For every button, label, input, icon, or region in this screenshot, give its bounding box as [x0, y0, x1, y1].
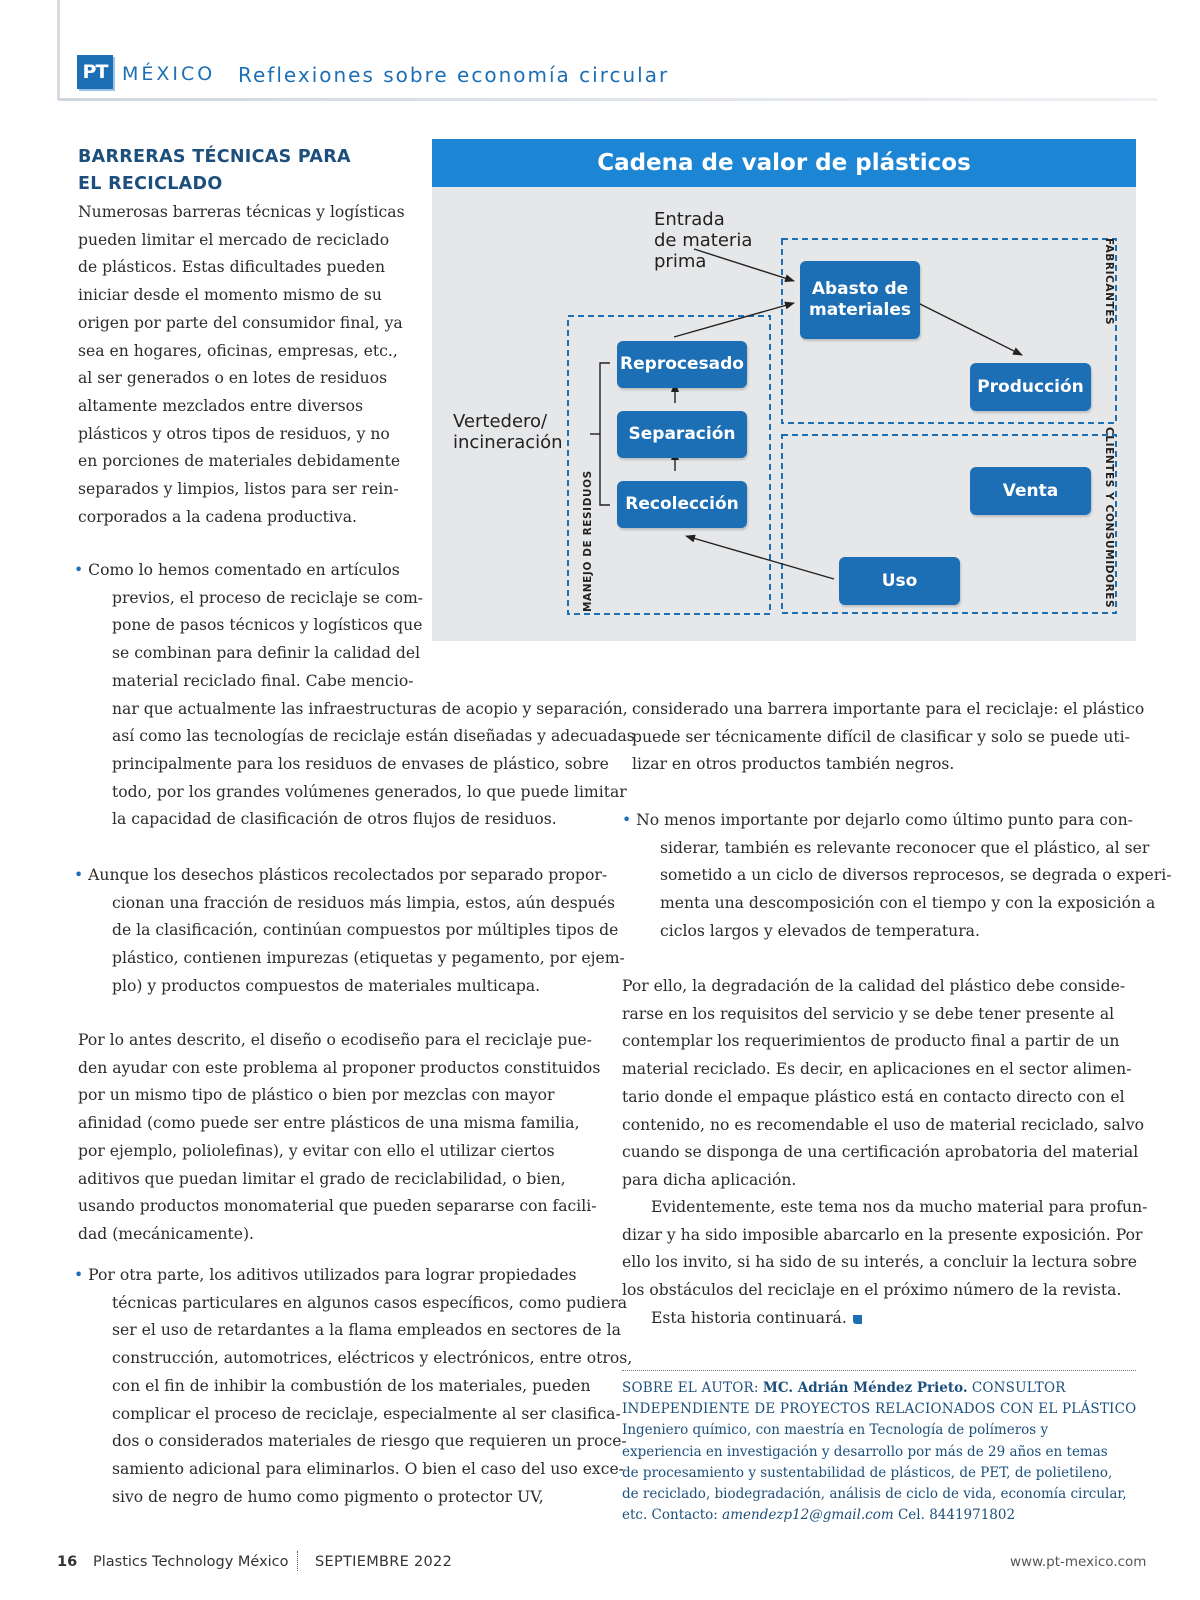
header-rule-vertical	[57, 0, 60, 100]
text-line: complicar el proceso de reciclaje, especialmente al ser clasifica-	[112, 1404, 621, 1423]
bullet-text: No menos importante por dejarlo como último punto para con-	[636, 811, 1133, 829]
entrada-line: Entrada	[654, 209, 725, 230]
author-bio-line: Ingeniero químico, con maestría en Tecnología de polímeros y	[622, 1422, 1049, 1439]
text-line: material reciclado. Es decir, en aplicaciones en el sector alimen-	[622, 1060, 1132, 1079]
footer-website[interactable]: www.pt-mexico.com	[1010, 1554, 1147, 1570]
closing-text: Esta historia continuará.	[651, 1309, 847, 1327]
author-contact-label: etc. Contacto:	[622, 1507, 718, 1524]
text-line: al ser generados o en lotes de residuos	[78, 369, 388, 388]
bullet-dot-icon: •	[74, 1266, 89, 1284]
author-email-link[interactable]: amendezp12@gmail.com	[722, 1507, 894, 1524]
text-line: construcción, automotrices, eléctricos y electrónicos, entre otros,	[112, 1349, 633, 1368]
text-line: técnicas particulares en algunos casos específicos, como pudiera	[112, 1293, 628, 1312]
diagram-title: Cadena de valor de plásticos	[432, 139, 1136, 187]
author-bio-line: de procesamiento y sustentabilidad de plásticos, de PET, de polietileno,	[622, 1464, 1113, 1481]
text-line: la capacidad de clasificación de otros flujos de residuos.	[112, 810, 557, 829]
text-line: sometido a un ciclo de diversos reprocesos, se degrada o experi-	[660, 866, 1172, 885]
text-line	[74, 1262, 632, 1290]
group-label-fabricantes: FABRICANTES	[1103, 238, 1115, 326]
text-line: plástico, contienen impurezas (etiquetas y pegamento, por ejem-	[112, 949, 625, 968]
text-line: nar que actualmente las infraestructuras de acopio y separación,	[112, 699, 628, 718]
node-separacion: Separación	[617, 411, 747, 458]
end-mark-icon	[853, 1315, 862, 1324]
text-line: dizar y ha sido imposible abarcarlo en la presente exposición. Por	[622, 1225, 1143, 1244]
vertedero-bracket	[600, 363, 610, 505]
text-line: usando productos monomaterial que pueden separarse con facili-	[78, 1197, 597, 1216]
entrada-line: prima	[654, 251, 707, 272]
closing-line	[651, 1305, 862, 1333]
entrada-line: de materia	[654, 230, 753, 251]
text-line: ser el uso de retardantes a la flama empleados en sectores de la	[112, 1321, 621, 1340]
text-line: plo) y productos compuestos de materiales multicapa.	[112, 976, 541, 995]
node-venta: Venta	[970, 467, 1091, 515]
text-line: considerado una barrera importante para el reciclaje: el plástico	[632, 700, 1145, 718]
text-line: plásticos y otros tipos de residuos, y no	[78, 424, 390, 443]
author-bio-line: de reciclado, biodegradación, análisis de ciclo de vida, economía circular,	[622, 1486, 1127, 1503]
text-line: Numerosas barreras técnicas y logísticas	[78, 203, 405, 221]
group-label-manejo: MANEJO DE RESIDUOS	[582, 470, 594, 612]
value-chain-diagram	[432, 139, 1136, 641]
text-line: contemplar los requerimientos de producto final a partir de un	[622, 1032, 1120, 1051]
bullet-additives	[74, 1262, 632, 1511]
author-bio-line: experiencia en investigación y desarrollo por más de 29 años en temas	[622, 1443, 1108, 1460]
section-heading	[78, 144, 408, 198]
text-line: por ejemplo, poliolefinas), y evitar con ello el utilizar ciertos	[78, 1141, 555, 1160]
entrada-label	[654, 209, 752, 272]
header-rule	[57, 98, 1157, 101]
text-line: corporados a la cadena productiva.	[78, 507, 357, 526]
text-line: Evidentemente, este tema nos da mucho material para profun-	[651, 1198, 1148, 1216]
text-line: Por ello, la degradación de la calidad del plástico debe conside-	[622, 977, 1126, 995]
bullet-degradation	[622, 807, 1171, 946]
node-abasto-line: materiales	[809, 300, 911, 320]
node-abasto	[800, 261, 920, 339]
bullet-dot-icon: •	[74, 561, 89, 579]
author-name: MC. Adrián Méndez Prieto.	[762, 1380, 968, 1396]
author-contact-line	[622, 1505, 1142, 1526]
text-line: cuando se disponga de una certificación aprobatoria del material	[622, 1143, 1139, 1162]
text-line: lizar en otros productos también negros.	[632, 755, 955, 774]
text-line: sivo de negro de humo como pigmento o protector UV,	[112, 1487, 544, 1506]
bullet-additives-continued	[632, 696, 1144, 779]
text-line	[622, 807, 1171, 835]
text-line: así como las tecnologías de reciclaje están diseñadas y adecuadas	[112, 727, 635, 746]
text-line: afinidad (como puede ser entre plásticos de una misma familia,	[78, 1114, 580, 1133]
author-role-line2: INDEPENDIENTE DE PROYECTOS RELACIONADOS CON EL PLÁSTICO	[622, 1401, 1137, 1418]
text-line: altamente mezclados entre diversos	[78, 396, 363, 415]
text-line: menta una descomposición con el tiempo y con la exposición a	[660, 894, 1156, 913]
text-line: todo, por los grandes volúmenes generados, lo que puede limitar	[112, 782, 627, 801]
text-line: contenido, no es recomendable el uso de material reciclado, salvo	[622, 1115, 1145, 1134]
text-line: dad (mecánicamente).	[78, 1224, 255, 1243]
text-line: cionan una fracción de residuos más limpia, estos, aún después	[112, 893, 615, 912]
text-line: Por lo antes descrito, el diseño o ecodiseño para el reciclaje pue-	[78, 1031, 592, 1049]
bullet-text: Por otra parte, los aditivos utilizados para lograr propiedades	[88, 1266, 577, 1284]
node-abasto-line: Abasto de	[811, 279, 909, 299]
heading-line: EL RECICLADO	[78, 174, 223, 194]
ecodesign-paragraph	[78, 1027, 600, 1249]
heading-line: BARRERAS TÉCNICAS PARA	[78, 147, 351, 167]
author-role: CONSULTOR	[971, 1380, 1066, 1396]
footer-publication: Plastics Technology México	[93, 1554, 289, 1570]
footer-separator	[297, 1551, 298, 1571]
text-line: de plásticos. Estas dificultades pueden	[78, 258, 386, 277]
text-line: den ayudar con este problema al proponer productos constituidos	[78, 1058, 601, 1077]
text-line: rarse en los requisitos del servicio y se debe tener presente al	[622, 1004, 1115, 1023]
text-line: ciclos largos y elevados de temperatura.	[660, 921, 980, 940]
author-divider	[622, 1370, 1136, 1371]
node-recoleccion: Recolección	[617, 481, 747, 528]
pt-logo: PT	[77, 55, 113, 89]
author-line	[622, 1378, 1142, 1399]
text-line: material reciclado final. Cabe mencio-	[112, 671, 414, 690]
group-label-clientes: CLIENTES Y CONSUMIDORES	[1103, 427, 1115, 609]
text-line: separados y limpios, listos para ser rein-	[78, 480, 399, 499]
text-line: aditivos que puedan limitar el grado de reciclabilidad, o bien,	[78, 1169, 566, 1188]
author-phone: Cel. 8441971802	[897, 1507, 1016, 1524]
text-line: se combinan para definir la calidad del	[112, 644, 421, 663]
vertedero-line: incineración	[453, 432, 563, 453]
footer-issue: SEPTIEMBRE 2022	[315, 1554, 453, 1570]
text-line: puede ser técnicamente difícil de clasificar y solo se puede uti-	[632, 727, 1130, 746]
vertedero-label	[453, 411, 563, 453]
text-line: por un mismo tipo de plástico o bien por mezclas con mayor	[78, 1086, 555, 1105]
text-line: samiento adicional para eliminarlos. O bien el caso del uso exce-	[112, 1459, 624, 1478]
arrow-reprocesado-abasto	[674, 303, 794, 337]
text-line: para dicha aplicación.	[622, 1170, 797, 1189]
author-label: SOBRE EL AUTOR:	[622, 1380, 759, 1396]
arrow-abasto-produccion	[914, 301, 1022, 355]
text-line: dos o considerados materiales de riesgo que requieren un proce-	[112, 1432, 627, 1451]
text-line: pone de pasos técnicos y logísticos que	[112, 616, 423, 635]
bullet-dot-icon: •	[74, 866, 89, 884]
intro-paragraph	[78, 199, 405, 531]
text-line: ello los invito, si ha sido de su interés, a concluir la lectura sobre	[622, 1253, 1137, 1272]
bullet-mixed-waste	[74, 862, 625, 1001]
node-produccion: Producción	[970, 363, 1091, 411]
text-line	[74, 862, 625, 890]
header-edition: MÉXICO	[122, 63, 216, 85]
text-line: con el fin de inhibir la combustión de los materiales, pueden	[112, 1376, 591, 1395]
text-line: de la clasificación, continúan compuestos por múltiples tipos de	[112, 921, 619, 940]
text-line: previos, el proceso de reciclaje se com-	[112, 588, 424, 607]
text-line: los obstáculos del reciclaje en el próximo número de la revista.	[622, 1281, 1122, 1300]
page-number: 16	[57, 1554, 78, 1570]
text-line: principalmente para los residuos de envases de plástico, sobre	[112, 754, 609, 773]
conclusion-paragraph	[622, 973, 1144, 1195]
author-box	[622, 1378, 1142, 1526]
text-line: pueden limitar el mercado de reciclado	[78, 230, 390, 249]
bullet-text: Como lo hemos comentado en artículos	[88, 561, 400, 579]
text-line: iniciar desde el momento mismo de su	[78, 286, 382, 305]
evident-paragraph	[622, 1194, 1147, 1305]
text-line: en porciones de materiales debidamente	[78, 452, 401, 471]
text-line: tario donde el empaque plástico está en contacto directo con el	[622, 1087, 1125, 1106]
header-section-title: Reflexiones sobre economía circular	[238, 63, 670, 87]
text-line: siderar, también es relevante reconocer que el plástico, al ser	[660, 838, 1150, 857]
arrow-uso-recoleccion	[686, 536, 834, 579]
bullet-dot-icon: •	[622, 811, 637, 829]
bullet-text: Aunque los desechos plásticos recolectados por separado propor-	[88, 866, 608, 884]
node-reprocesado: Reprocesado	[617, 341, 747, 388]
text-line: origen por parte del consumidor final, ya	[78, 313, 403, 332]
text-line: sea en hogares, oficinas, empresas, etc.,	[78, 341, 398, 360]
node-uso: Uso	[839, 557, 960, 605]
vertedero-line: Vertedero/	[453, 411, 548, 432]
